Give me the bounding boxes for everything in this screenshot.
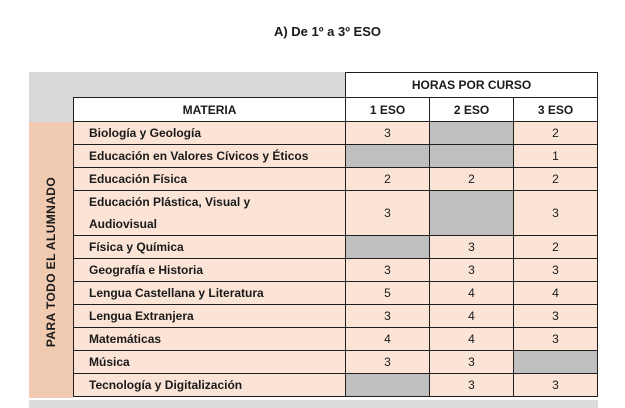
hours-cell: 2 bbox=[514, 168, 598, 191]
subject-cell: Biología y Geología bbox=[74, 122, 346, 145]
header-corner bbox=[29, 97, 73, 122]
table-row bbox=[74, 282, 598, 305]
hours-cell: 3 bbox=[346, 305, 430, 328]
subject-column-header: MATERIA bbox=[73, 97, 346, 122]
hours-cell: 3 bbox=[514, 305, 598, 328]
hours-cell: 3 bbox=[430, 351, 514, 374]
side-label bbox=[29, 126, 73, 398]
empty-cell bbox=[346, 236, 430, 259]
subject-cell: Física y Química bbox=[74, 236, 346, 259]
empty-cell bbox=[346, 145, 430, 168]
hours-cell: 3 bbox=[346, 351, 430, 374]
empty-cell bbox=[430, 191, 514, 236]
table-row bbox=[74, 122, 598, 145]
hours-cell: 1 bbox=[514, 145, 598, 168]
subject-cell: Tecnología y Digitalización bbox=[74, 374, 346, 397]
table-row bbox=[74, 374, 598, 397]
hours-cell: 3 bbox=[430, 374, 514, 397]
subject-cell: Lengua Castellana y Literatura bbox=[74, 282, 346, 305]
hours-cell: 3 bbox=[430, 236, 514, 259]
empty-cell bbox=[430, 122, 514, 145]
table-row bbox=[74, 259, 598, 282]
hours-cell: 3 bbox=[514, 374, 598, 397]
header-band bbox=[29, 72, 345, 97]
side-label-text: PARA TODO EL ALUMNADO bbox=[44, 176, 58, 348]
table-row bbox=[74, 168, 598, 191]
table-row bbox=[74, 236, 598, 259]
hours-cell: 4 bbox=[514, 282, 598, 305]
hours-cell: 4 bbox=[346, 328, 430, 351]
subject-cell: Lengua Extranjera bbox=[74, 305, 346, 328]
hours-cell: 4 bbox=[430, 328, 514, 351]
hours-cell: 3 bbox=[514, 328, 598, 351]
hours-cell: 3 bbox=[514, 259, 598, 282]
subject-cell: Matemáticas bbox=[74, 328, 346, 351]
table-row bbox=[74, 328, 598, 351]
bottom-band bbox=[29, 400, 598, 408]
subject-cell: Geografía e Historia bbox=[74, 259, 346, 282]
empty-cell bbox=[430, 145, 514, 168]
hours-cell: 2 bbox=[430, 168, 514, 191]
hours-cell: 3 bbox=[430, 259, 514, 282]
course-header-1: 1 ESO bbox=[345, 97, 430, 122]
hours-cell: 3 bbox=[346, 122, 430, 145]
hours-cell: 4 bbox=[430, 282, 514, 305]
table-row bbox=[74, 351, 598, 374]
empty-cell bbox=[514, 351, 598, 374]
hours-cell: 2 bbox=[514, 236, 598, 259]
subject-cell: Educación Plástica, Visual y Audiovisual bbox=[74, 191, 346, 236]
hours-group-header: HORAS POR CURSO bbox=[345, 72, 598, 98]
hours-cell: 2 bbox=[346, 168, 430, 191]
hours-cell: 3 bbox=[346, 191, 430, 236]
table-row bbox=[74, 191, 598, 236]
table-row bbox=[74, 145, 598, 168]
hours-cell: 4 bbox=[430, 305, 514, 328]
page-title: A) De 1º a 3º ESO bbox=[273, 24, 382, 39]
hours-cell: 3 bbox=[514, 191, 598, 236]
subject-cell: Educación en Valores Cívicos y Éticos bbox=[74, 145, 346, 168]
course-header-3: 3 ESO bbox=[513, 97, 598, 122]
subject-cell: Música bbox=[74, 351, 346, 374]
empty-cell bbox=[346, 374, 430, 397]
table-row bbox=[74, 305, 598, 328]
hours-table bbox=[73, 121, 598, 397]
hours-cell: 5 bbox=[346, 282, 430, 305]
hours-cell: 2 bbox=[514, 122, 598, 145]
hours-cell: 3 bbox=[346, 259, 430, 282]
course-header-2: 2 ESO bbox=[429, 97, 514, 122]
subject-cell: Educación Física bbox=[74, 168, 346, 191]
